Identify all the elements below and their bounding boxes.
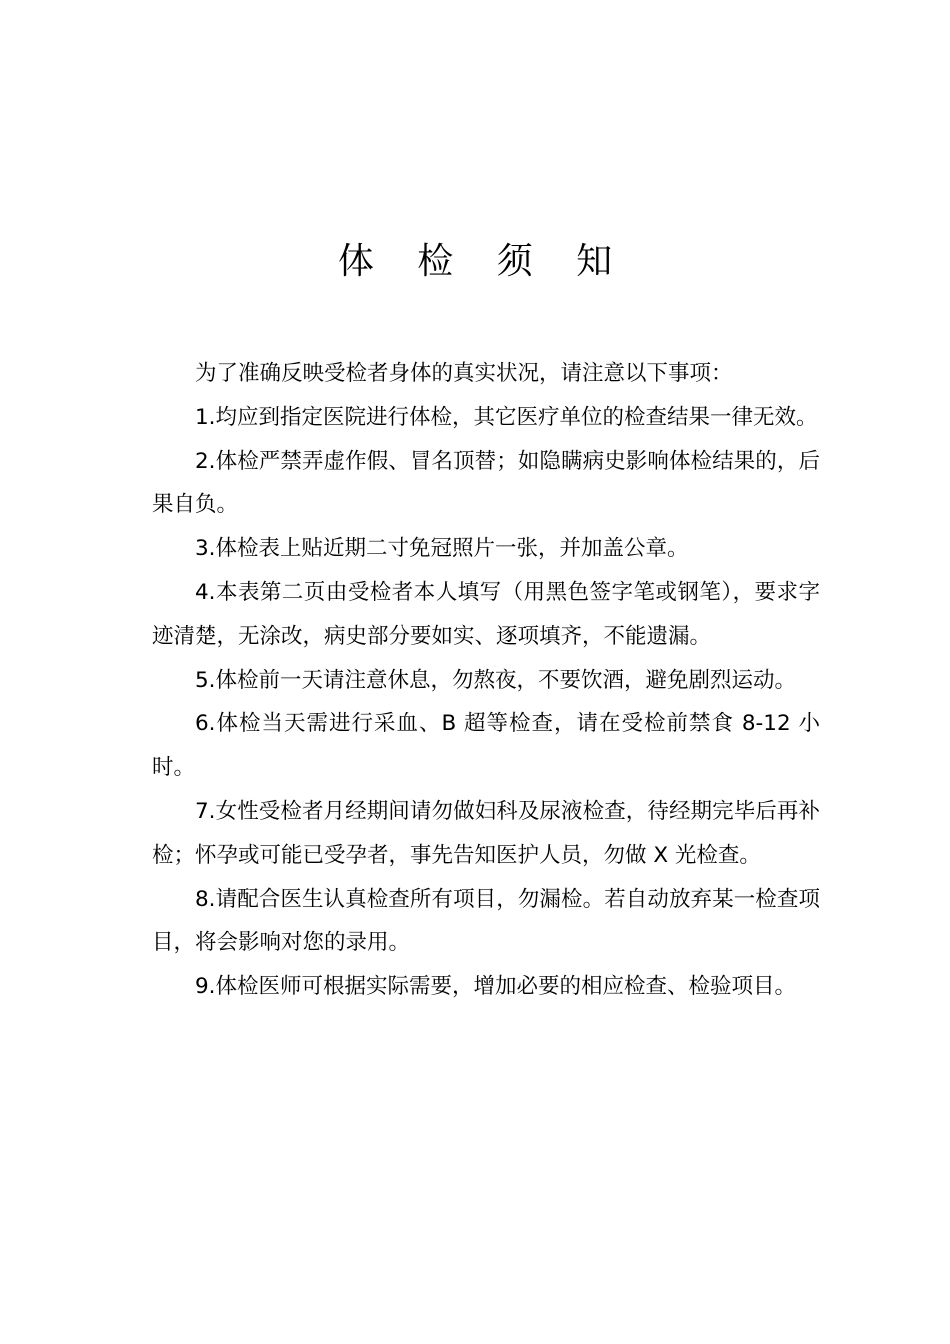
page-title: 体 检 须 知 <box>337 241 629 282</box>
notice-item-7: 7.女性受检者月经期间请勿做妇科及尿液检查，待经期完毕后再补检；怀孕或可能已受孕者，事先告知医护人员，勿做 X 光检查。 <box>152 798 820 868</box>
notice-item-5: 5.体检前一天请注意休息，勿熬夜，不要饮酒，避免剧烈运动。 <box>195 667 797 693</box>
notice-item-1: 1.均应到指定医院进行体检，其它医疗单位的检查结果一律无效。 <box>195 404 818 430</box>
notice-item-4: 4.本表第二页由受检者本人填写（用黑色签字笔或钢笔），要求字迹清楚，无涂改，病史部分要如实、逐项填齐，不能遗漏。 <box>152 579 820 649</box>
notice-body <box>152 352 820 1009</box>
notice-item-3: 3.体检表上贴近期二寸免冠照片一张，并加盖公章。 <box>195 536 689 562</box>
notice-item-6: 6.体检当天需进行采血、B 超等检查，请在受检前禁食 8-12 小时。 <box>152 711 820 781</box>
notice-item-2: 2.体检严禁弄虚作假、冒名顶替；如隐瞒病史影响体检结果的，后果自负。 <box>152 448 820 518</box>
notice-item-9: 9.体检医师可根据实际需要，增加必要的相应检查、检验项目。 <box>195 974 797 1000</box>
intro-paragraph: 为了准确反映受检者身体的真实状况，请注意以下事项： <box>195 361 733 386</box>
notice-item-8: 8.请配合医生认真检查所有项目，勿漏检。若自动放弃某一检查项目，将会影响对您的录用。 <box>152 886 820 956</box>
